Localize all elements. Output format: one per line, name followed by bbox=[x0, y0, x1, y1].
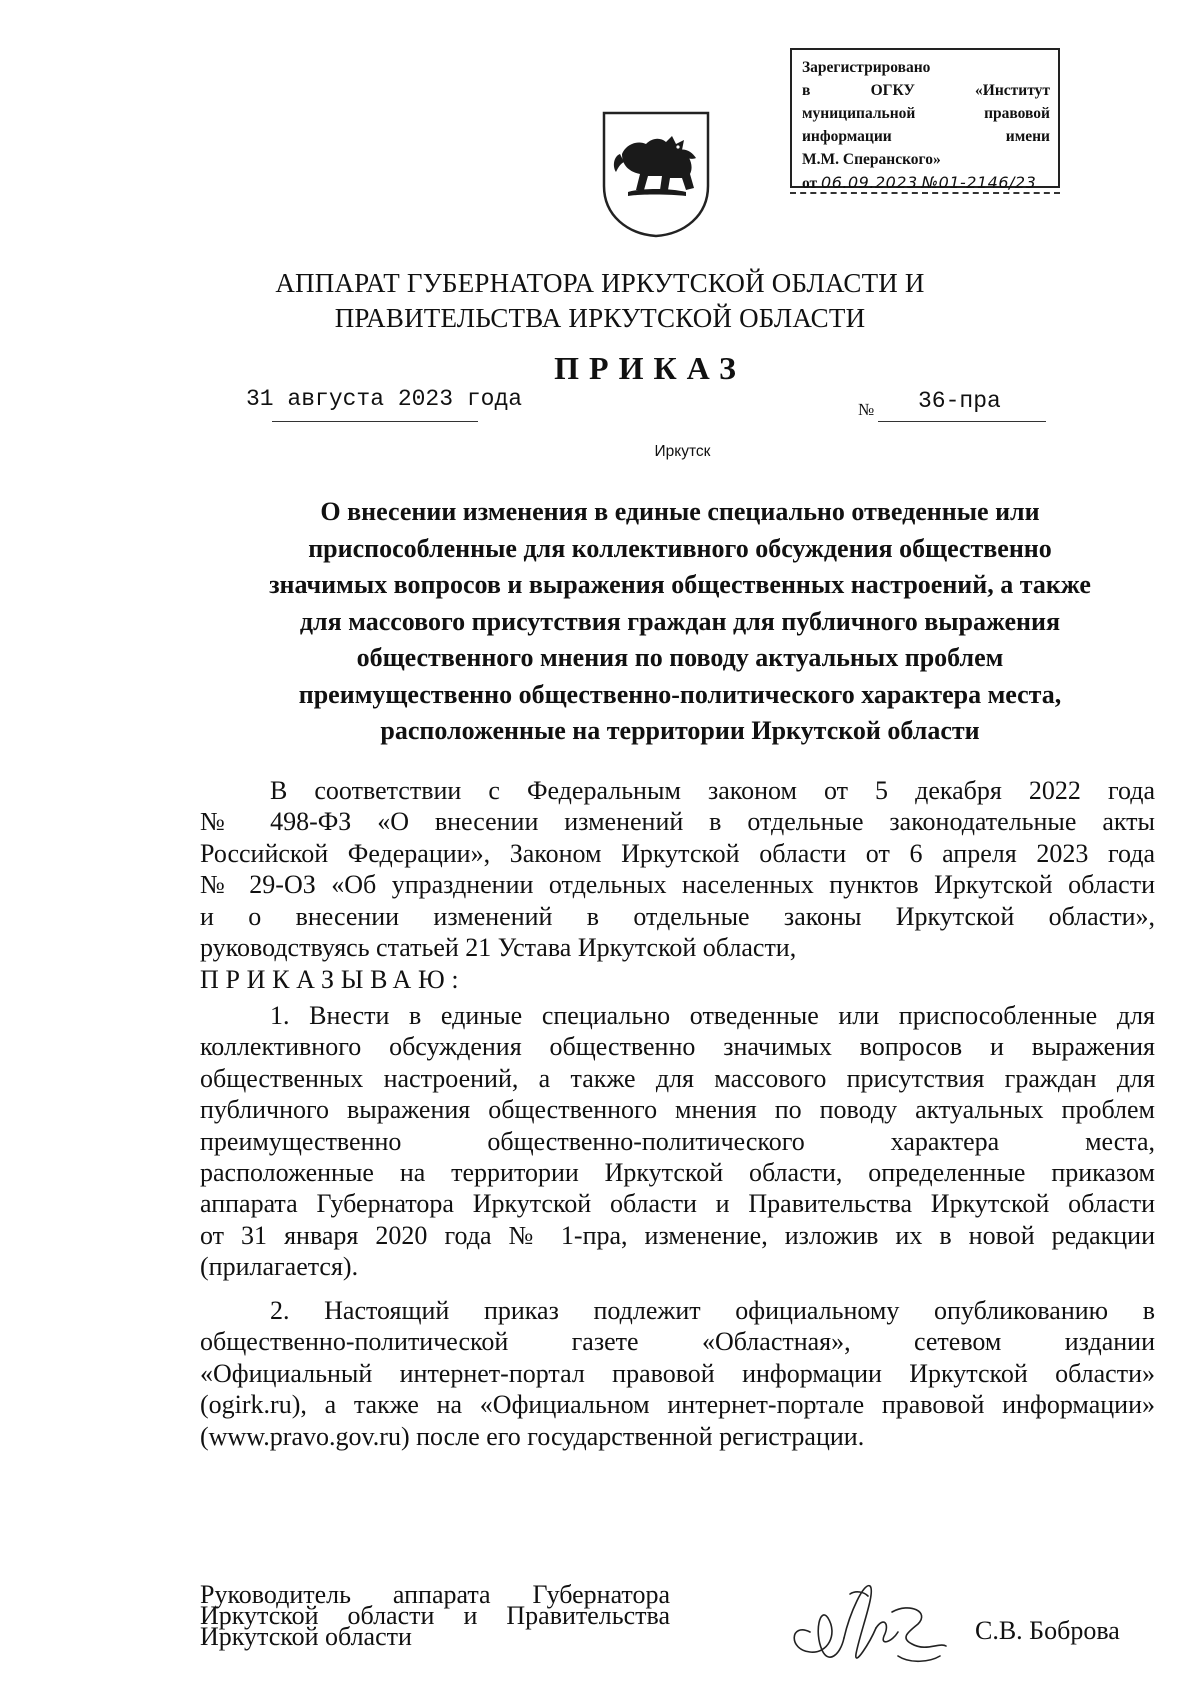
title-line: для массового присутствия граждан для публичного выражения bbox=[299, 606, 1061, 636]
title-line: общественного мнения по поводу актуальных проблем bbox=[356, 643, 1004, 672]
number-underline bbox=[878, 421, 1046, 422]
stamp-line: информации имени bbox=[802, 128, 1050, 145]
organization-name-line-1: АППАРАТ ГУБЕРНАТОРА ИРКУТСКОЙ ОБЛАСТИ И bbox=[275, 268, 925, 298]
title-line: О внесении изменения в единые специально отведенные или bbox=[320, 497, 1040, 526]
city-name: Иркутск bbox=[654, 443, 711, 460]
stamp-line: в ОГКУ «Институт bbox=[802, 82, 1050, 99]
text-line: (www.pravo.gov.ru) после его государственной регистрации. bbox=[200, 1421, 865, 1451]
text-line: 1. Внести в единые специально отведенные или приспособленные для bbox=[270, 1001, 1155, 1030]
number-sign: № bbox=[858, 400, 875, 419]
text-line: № 498-ФЗ «О внесении изменений в отдельные законодательные акты bbox=[200, 807, 1155, 837]
stamp-registration-date: 06.09.2023 bbox=[821, 173, 918, 192]
stamp-from-label: от bbox=[802, 175, 818, 192]
organization-name-line-2: ПРАВИТЕЛЬСТВА ИРКУТСКОЙ ОБЛАСТИ bbox=[334, 303, 866, 333]
title-line: расположенные на территории Иркутской области bbox=[380, 716, 980, 745]
stamp-registration-number: №01-2146/23 bbox=[921, 173, 1037, 192]
stamp-line: муниципальной правовой bbox=[802, 105, 1050, 122]
text-line: публичного выражения общественного мнения по поводу актуальных проблем bbox=[200, 1095, 1155, 1125]
text-line: расположенные на территории Иркутской области, определенные приказом bbox=[200, 1158, 1155, 1188]
text-line: общественно-политической газете «Областная», сетевом издании bbox=[200, 1327, 1155, 1357]
stamp-dashed-rule bbox=[790, 192, 1060, 194]
coat-of-arms-emblem bbox=[600, 110, 712, 238]
stamp-line: Зарегистрировано bbox=[802, 59, 931, 76]
preamble-paragraph bbox=[200, 775, 1155, 963]
title-line: приспособленные для коллективного обсуждения общественно bbox=[308, 533, 1052, 563]
text-line: В соответствии с Федеральным законом от 5 декабря 2022 года bbox=[270, 776, 1155, 805]
title-line: преимущественно общественно-политического характера места, bbox=[298, 679, 1062, 709]
text-line: № 29-ОЗ «Об упразднении отдельных населенных пунктов Иркутской области bbox=[200, 870, 1155, 900]
text-line: 2. Настоящий приказ подлежит официальному опубликованию в bbox=[270, 1296, 1155, 1325]
text-line: коллективного обсуждения общественно значимых вопросов и выражения bbox=[200, 1032, 1155, 1062]
document-title bbox=[200, 494, 1160, 750]
order-word: ПРИКАЗЫВАЮ: bbox=[200, 965, 466, 994]
signer-position-line: Иркутской области и Правительства bbox=[200, 1601, 670, 1630]
signer-position bbox=[200, 1580, 670, 1651]
order-item-2 bbox=[200, 1295, 1155, 1452]
text-line: преимущественно общественно-политического характера места, bbox=[200, 1126, 1155, 1156]
signer-name: С.В. Боброва bbox=[975, 1616, 1120, 1645]
text-line: (ogirk.ru), а также на «Официальном интернет-портале правовой информации» bbox=[200, 1390, 1155, 1420]
document-date: 31 августа 2023 года bbox=[246, 386, 523, 412]
text-line: от 31 января 2020 года № 1-пра, изменение, изложив их в новой редакции bbox=[200, 1220, 1155, 1250]
document-type-heading: ПРИКАЗ bbox=[554, 350, 746, 386]
text-line: «Официальный интернет-портал правовой информации Иркутской области» bbox=[200, 1358, 1155, 1388]
stamp-line: М.М. Сперанского» bbox=[802, 151, 941, 168]
text-line: и о внесении изменений в отдельные законы Иркутской области», bbox=[200, 901, 1155, 931]
text-line: руководствуясь статьей 21 Устава Иркутской области, bbox=[200, 933, 797, 963]
text-line: аппарата Губернатора Иркутской области и Правительства Иркутской области bbox=[200, 1189, 1155, 1219]
order-item-1 bbox=[200, 1000, 1155, 1283]
registration-stamp bbox=[790, 48, 1060, 192]
text-line: общественных настроений, а также для массового присутствия граждан для bbox=[200, 1063, 1155, 1093]
handwritten-signature bbox=[780, 1572, 960, 1682]
signer-position-line: Иркутской области bbox=[200, 1622, 412, 1651]
text-line: Российской Федерации», Законом Иркутской области от 6 апреля 2023 года bbox=[200, 838, 1155, 868]
text-line: (прилагается). bbox=[200, 1252, 359, 1282]
date-underline bbox=[272, 421, 478, 422]
document-number: 36-пра bbox=[918, 388, 1001, 414]
signer-position-line: Руководитель аппарата Губернатора bbox=[200, 1580, 670, 1609]
title-line: значимых вопросов и выражения общественных настроений, а также bbox=[269, 570, 1091, 599]
